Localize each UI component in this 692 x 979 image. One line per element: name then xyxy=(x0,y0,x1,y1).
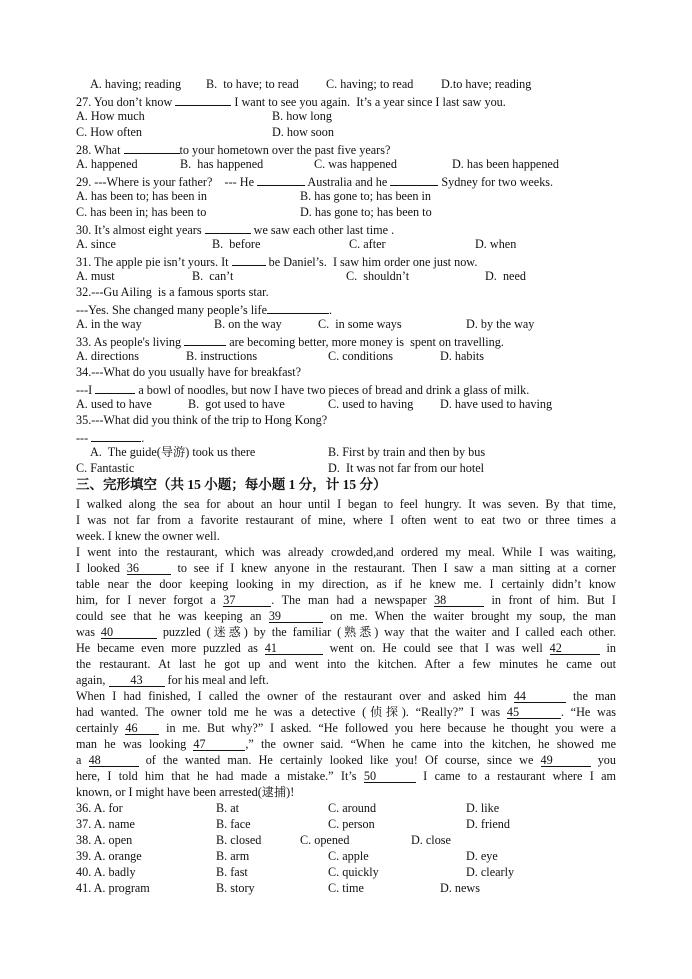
q33-stem: 33. As people's living are becoming better, more money is spent on travelling. xyxy=(76,332,504,350)
passage-line: again, 43 for his meal and left. xyxy=(76,673,269,687)
q26-option-b: B. to have; to read xyxy=(206,77,299,91)
q29-option-b: B. has gone to; has been in xyxy=(300,189,431,203)
q32-option-b: B. on the way xyxy=(214,317,282,331)
q34-option-b: B. got used to have xyxy=(188,397,285,411)
passage-line: I was not far from a favorite restaurant of mine, where I often went to eat two or three times a xyxy=(76,513,616,527)
answer-blank xyxy=(175,92,231,106)
cloze-option-b: B. arm xyxy=(216,849,250,863)
q31-option-b: B. can’t xyxy=(192,269,234,283)
cloze-option-c: C. time xyxy=(328,881,364,895)
q35-line1: 35.---What did you think of the trip to Hong Kong? xyxy=(76,413,328,427)
q34-option-d: D. have used to having xyxy=(440,397,553,411)
q29-option-c: C. has been in; has been to xyxy=(76,205,207,219)
q30-option-b: B. before xyxy=(212,237,261,251)
q27-option-b: B. how long xyxy=(272,109,332,123)
cloze-blank: 41 xyxy=(265,641,323,655)
section-heading: 三、完形填空（共 15 小题；每小题 1 分，计 15 分） xyxy=(76,477,387,492)
cloze-option-a: 40. A. badly xyxy=(76,865,136,879)
cloze-option-d: D. eye xyxy=(466,849,498,863)
q31-stem: 31. The apple pie isn’t yours. It be Daniel’s. I saw him order one just now. xyxy=(76,252,477,270)
passage-line: a 48 of the wanted man. He certainly looked like you! Of course, since we 49 you xyxy=(76,753,616,767)
cloze-option-a: 36. A. for xyxy=(76,801,123,815)
passage-line: I went into the restaurant, which was already crowded,and ordered my meal. While I was waiting, xyxy=(76,545,616,559)
q29-option-a: A. has been to; has been in xyxy=(76,189,207,203)
answer-blank xyxy=(184,332,226,346)
q34-option-a: A. used to have xyxy=(76,397,152,411)
cloze-blank: 40 xyxy=(101,625,157,639)
q35-option-d: D. It was not far from our hotel xyxy=(328,461,485,475)
cloze-option-b: B. fast xyxy=(216,865,248,879)
cloze-blank: 50 xyxy=(364,769,416,783)
cloze-blank: 39 xyxy=(269,609,323,623)
answer-blank xyxy=(232,252,266,266)
cloze-option-d: D. close xyxy=(411,833,451,847)
q28-option-b: B. has happened xyxy=(180,157,264,171)
q33-option-a: A. directions xyxy=(76,349,139,363)
cloze-blank: 38 xyxy=(434,593,484,607)
q33-option-c: C. conditions xyxy=(328,349,394,363)
answer-blank xyxy=(205,220,251,234)
cloze-blank: 36 xyxy=(127,561,171,575)
cloze-blank: 37 xyxy=(223,593,271,607)
cloze-option-d: D. news xyxy=(440,881,480,895)
cloze-option-d: D. like xyxy=(466,801,500,815)
passage-line: I looked 36 to see if I knew anyone in the restaurant. Then I saw a man sitting at a corner xyxy=(76,561,616,575)
q33-option-b: B. instructions xyxy=(186,349,258,363)
cloze-option-b: B. closed xyxy=(216,833,262,847)
q35-line2: --- . xyxy=(76,428,144,446)
cloze-blank: 49 xyxy=(541,753,591,767)
q34-option-c: C. used to having xyxy=(328,397,414,411)
q27-option-a: A. How much xyxy=(76,109,145,123)
answer-blank xyxy=(267,300,329,314)
passage-line: When I had finished, I called the owner of the restaurant over and asked him 44 the man xyxy=(76,689,616,703)
cloze-blank: 44 xyxy=(514,689,566,703)
cloze-option-a: 38. A. open xyxy=(76,833,133,847)
answer-blank xyxy=(124,140,180,154)
passage-line: He became even more puzzled as 41 went on. He could see that I was well 42 in xyxy=(76,641,616,655)
q33-option-d: D. habits xyxy=(440,349,485,363)
cloze-option-d: D. clearly xyxy=(466,865,515,879)
passage-line: known, or I might have been arrested(逮捕)! xyxy=(76,785,295,799)
q29-option-d: D. has gone to; has been to xyxy=(300,205,432,219)
q32-line1: 32.---Gu Ailing is a famous sports star. xyxy=(76,285,269,299)
q34-line1: 34.---What do you usually have for breakfast? xyxy=(76,365,302,379)
q27-stem: 27. You don’t know I want to see you again. It’s a year since I last saw you. xyxy=(76,92,506,110)
q29-stem: 29. ---Where is your father? --- He Australia and he Sydney for two weeks. xyxy=(76,172,553,190)
q26-option-a: A. having; reading xyxy=(90,77,182,91)
cloze-option-a: 39. A. orange xyxy=(76,849,142,863)
cloze-blank: 47 xyxy=(193,737,245,751)
q28-option-a: A. happened xyxy=(76,157,138,171)
q32-option-a: A. in the way xyxy=(76,317,142,331)
q32-option-c: C. in some ways xyxy=(318,317,402,331)
passage-line: had wanted. The owner told me he was a detective (侦探). “Really?” I was 45 . “He was xyxy=(76,705,616,719)
passage-line: was 40 puzzled (迷惑) by the familiar (熟悉) way that the waiter and I called each other. xyxy=(76,625,616,639)
q34-line2: ---I a bowl of noodles, but now I have two pieces of bread and drink a glass of milk. xyxy=(76,380,529,398)
q27-option-d: D. how soon xyxy=(272,125,334,139)
q27-option-c: C. How often xyxy=(76,125,143,139)
passage-line: I walked along the sea for about an hour until I began to feel hungry. It was seven. By that time, xyxy=(76,497,616,511)
cloze-blank: 46 xyxy=(125,721,159,735)
cloze-option-c: C. apple xyxy=(328,849,369,863)
cloze-blank: 42 xyxy=(550,641,600,655)
cloze-option-a: 41. A. program xyxy=(76,881,150,895)
cloze-option-a: 37. A. name xyxy=(76,817,135,831)
q31-option-d: D. need xyxy=(485,269,526,283)
passage-line: week. I knew the owner well. xyxy=(76,529,220,543)
passage-line: here, I told him that he had made a mistake.” It’s 50 I came to a restaurant where I am xyxy=(76,769,616,783)
cloze-option-b: B. face xyxy=(216,817,251,831)
cloze-option-c: C. around xyxy=(328,801,377,815)
cloze-option-c: C. person xyxy=(328,817,375,831)
cloze-option-c: C. quickly xyxy=(328,865,379,879)
q32-option-d: D. by the way xyxy=(466,317,535,331)
q26-option-c: C. having; to read xyxy=(326,77,414,91)
passage-line: man he was looking 47 ,” the owner said. “When he came into the kitchen, he showed me xyxy=(76,737,616,751)
passage-line: certainly 46 in me. But why?” I asked. “He followed you here because he thought you were a xyxy=(76,721,616,735)
q26-option-d: D.to have; reading xyxy=(441,77,532,91)
passage-line: table near the door keeping looking in my direction, as if he knew me. I certainly didn’t know xyxy=(76,577,616,591)
cloze-blank: 43 xyxy=(109,673,165,687)
answer-blank xyxy=(390,172,438,186)
q28-stem: 28. What to your hometown over the past five years? xyxy=(76,140,390,158)
q31-option-a: A. must xyxy=(76,269,115,283)
answer-blank xyxy=(257,172,305,186)
cloze-option-d: D. friend xyxy=(466,817,510,831)
cloze-blank: 45 xyxy=(507,705,561,719)
q31-option-c: C. shouldn’t xyxy=(346,269,410,283)
q30-option-a: A. since xyxy=(76,237,116,251)
cloze-option-b: B. at xyxy=(216,801,240,815)
q28-option-c: C. was happened xyxy=(314,157,397,171)
cloze-option-c: C. opened xyxy=(300,833,350,847)
q30-option-d: D. when xyxy=(475,237,517,251)
q35-option-b: B. First by train and then by bus xyxy=(328,445,486,459)
cloze-blank: 48 xyxy=(89,753,139,767)
answer-blank xyxy=(95,380,135,394)
q35-option-c: C. Fantastic xyxy=(76,461,135,475)
passage-line: the restaurant. At last he got up and went into the kitchen. After a few minutes he came out xyxy=(76,657,616,671)
q30-option-c: C. after xyxy=(349,237,386,251)
q28-option-d: D. has been happened xyxy=(452,157,559,171)
answer-blank xyxy=(91,428,141,442)
passage-line: could see that he was keeping an 39 on me. When the waiter brought my soup, the man xyxy=(76,609,616,623)
q30-stem: 30. It’s almost eight years we saw each other last time . xyxy=(76,220,394,238)
cloze-option-b: B. story xyxy=(216,881,255,895)
q35-option-a: A. The guide(导游) took us there xyxy=(90,445,256,459)
q32-line2: ---Yes. She changed many people’s life . xyxy=(76,300,332,318)
passage-line: him, for I never forgot a 37 . The man had a newspaper 38 in front of him. But I xyxy=(76,593,616,607)
